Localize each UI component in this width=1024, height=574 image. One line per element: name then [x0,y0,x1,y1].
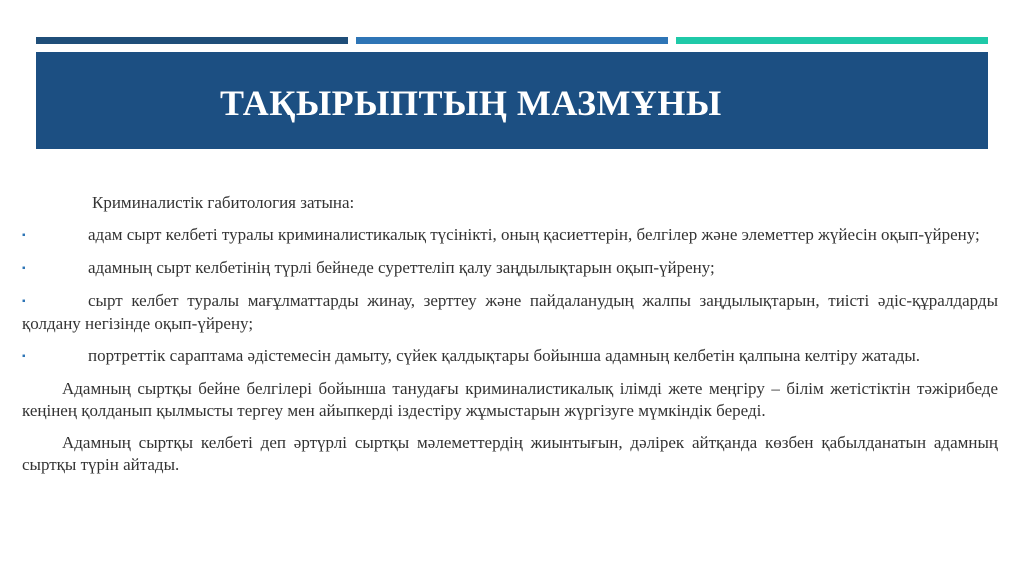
list-item-text: адамның сырт келбетінің түрлі бейнеде суреттеліп қалу заңдылықтарын оқып-үйрену; [88,258,715,277]
list-item [22,345,998,368]
square-bullet-icon: ▪ [22,230,26,241]
title-banner [36,52,988,149]
list-item [22,257,998,280]
list-item [22,290,998,335]
intro-line: Криминалистік габитология затына: [92,193,355,212]
accent-bar-teal [676,37,988,44]
page-title: ТАҚЫРЫПТЫҢ МАЗМҰНЫ [220,83,722,123]
list-item-text: сырт келбет туралы мағұлматтарды жинау, зерттеу және пайдаланудың жалпы заңдылықтарын, тиісті әдіс-құралдарды қолдану негізінде оқып-үйрену; [22,291,998,333]
list-item-text: адам сырт келбеті туралы криминалистикалық түсінікті, оның қасиеттерін, белгілер және элеметтер жүйесін оқып-үйрену; [88,225,980,244]
square-bullet-icon: ▪ [22,296,26,307]
body-paragraph: Адамның сыртқы бейне белгілері бойынша танудағы криминалистикалық ілімді жете меңгіру – білім жетістіктін тәжірибеде кеңінең қолданып қылмысты тергеу мен айыпкерді іздестіру жұмыстарын жүргізуге мүмкіндік береді. [22,379,998,420]
square-bullet-icon: ▪ [22,351,26,362]
list-item [22,224,998,247]
content-body [22,192,998,486]
accent-bar-blue [356,37,668,44]
body-paragraph: Адамның сыртқы келбеті деп әртүрлі сыртқы мәлеметтердің жиынтығын, дәлірек айтқанда көзбен қабылданатын адамның сыртқы түрін айтады. [22,433,998,474]
square-bullet-icon: ▪ [22,263,26,274]
accent-bar-dark [36,37,348,44]
list-item-text: портреттік сараптама әдістемесін дамыту, сүйек қалдықтары бойынша адамның келбетін қалпына келтіру жатады. [88,346,921,365]
